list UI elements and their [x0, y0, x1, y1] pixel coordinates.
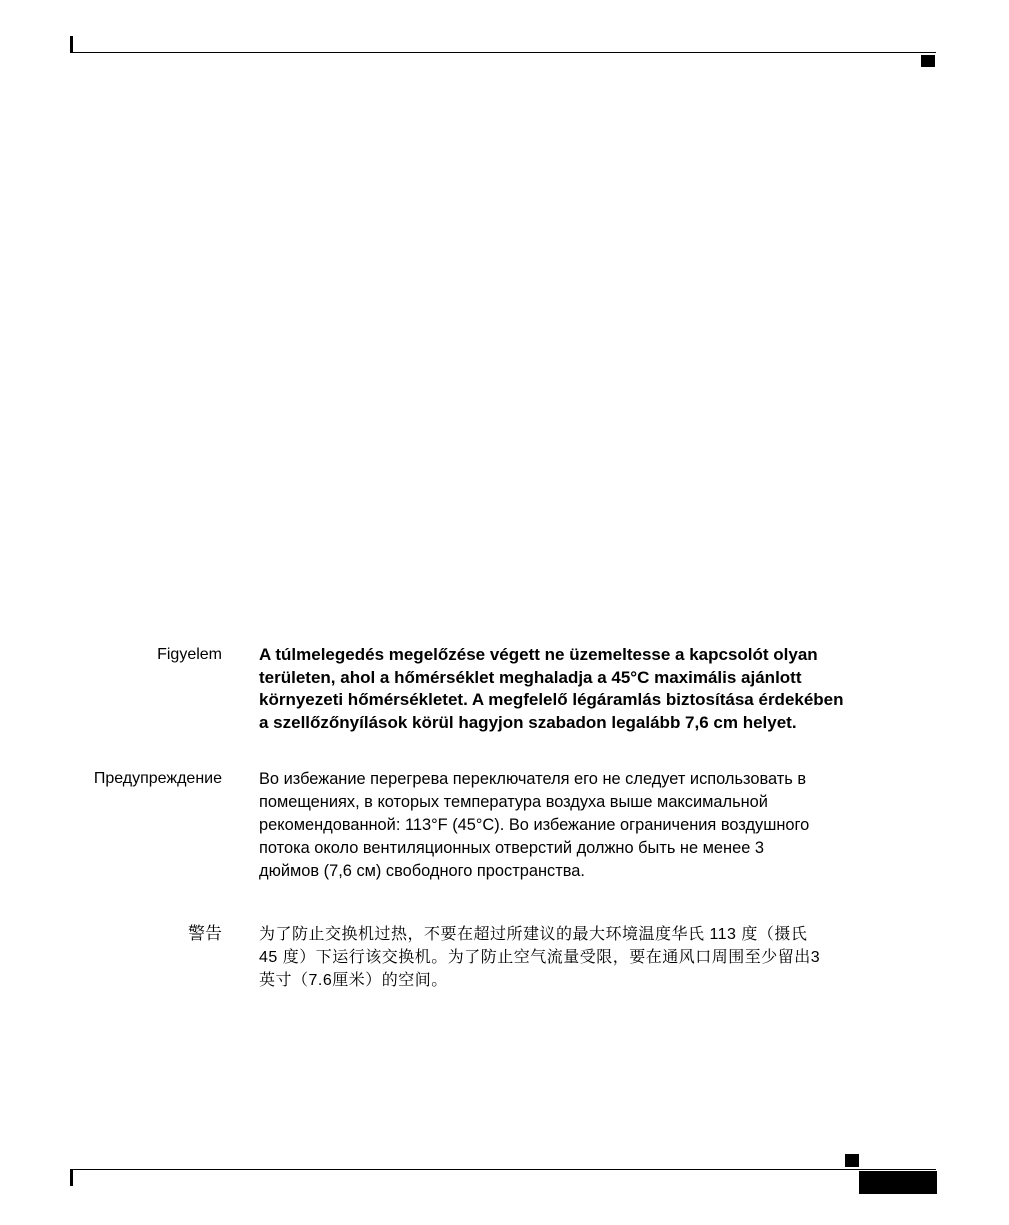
warning-line: дюймов (7,6 см) свободного пространства.	[259, 862, 585, 880]
warning-line: A túlmelegedés megelőzése végett ne üzemeltesse a kapcsolót olyan	[259, 645, 818, 664]
warning-label-hungarian: Figyelem	[157, 646, 222, 663]
warning-line: 45 度）下运行该交换机。为了防止空气流量受限，要在通风口周围至少留出3	[259, 949, 821, 966]
footer-left-tick	[70, 1169, 73, 1186]
header-rule	[70, 52, 936, 53]
warning-text-chinese	[259, 923, 927, 992]
warning-line: 英寸（7.6厘米）的空间。	[259, 972, 448, 989]
warning-line: Во избежание перегрева переключателя его не следует использовать в	[259, 770, 807, 788]
warning-label-russian: Предупреждение	[93, 770, 222, 787]
header-marker	[921, 55, 935, 67]
footer-marker	[845, 1154, 859, 1167]
warning-line: 为了防止交换机过热，不要在超过所建议的最大环境温度华氏 113 度（摄氏	[259, 926, 808, 943]
header-left-tick	[70, 36, 73, 53]
warning-line: помещениях, в которых температура воздуха выше максимальной	[259, 793, 768, 811]
page-number-tab	[859, 1171, 937, 1194]
warning-line: környezeti hőmérsékletet. A megfelelő légáramlás biztosítása érdekében	[259, 690, 844, 710]
warning-line: рекомендованной: 113°F (45°C). Во избежание ограничения воздушного	[259, 816, 810, 834]
warning-line: területen, ahol a hőmérséklet meghaladja a 45°C maximális ajánlott	[259, 667, 802, 687]
footer-rule	[70, 1169, 936, 1170]
warning-line: потока около вентиляционных отверстий должно быть не менее 3	[259, 839, 764, 857]
warning-label-chinese: 警告	[188, 924, 222, 943]
warning-line: a szellőzőnyílások körül hagyjon szabadon legalább 7,6 cm helyet.	[259, 713, 797, 733]
warning-text-hungarian	[259, 644, 927, 735]
warning-text-russian	[259, 768, 927, 883]
